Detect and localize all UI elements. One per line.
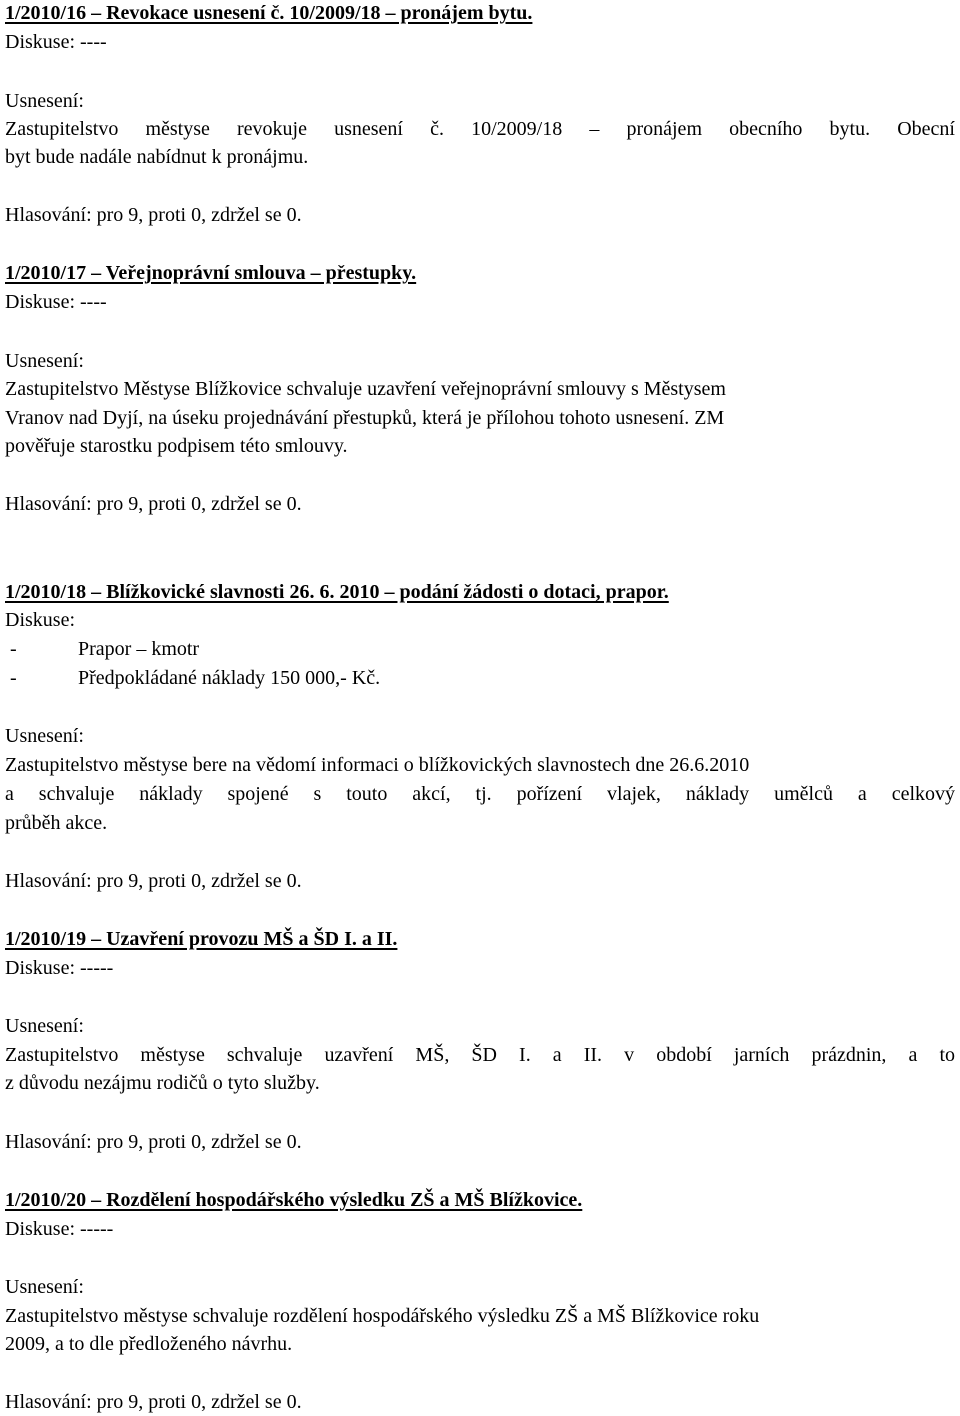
- resolution-text-line: a schvaluje náklady spojené s touto akcí, tj. pořízení vlajek, náklady umělců a celkový: [5, 783, 955, 805]
- resolution-text-line: 2009, a to dle předloženého návrhu.: [5, 1333, 293, 1355]
- resolution-label: Usnesení:: [5, 350, 84, 372]
- resolution-heading: 1/2010/20 – Rozdělení hospodářského výsledku ZŠ a MŠ Blížkovice.: [5, 1189, 583, 1211]
- resolution-text-line: Zastupitelstvo městyse schvaluje rozdělení hospodářského výsledku ZŠ a MŠ Blížkovice roku: [5, 1305, 760, 1327]
- vote-line: Hlasování: pro 9, proti 0, zdržel se 0.: [5, 1131, 302, 1153]
- bullet-text: Předpokládané náklady 150 000,- Kč.: [78, 667, 381, 689]
- resolution-text-line: Zastupitelstvo městyse revokuje usnesení č. 10/2009/18 – pronájem obecního bytu. Obecní: [5, 118, 955, 140]
- bullet-text: Prapor – kmotr: [78, 638, 200, 660]
- resolution-heading: 1/2010/16 – Revokace usnesení č. 10/2009/18 – pronájem bytu.: [5, 2, 533, 24]
- resolution-label: Usnesení:: [5, 1015, 84, 1037]
- discussion-line: Diskuse: -----: [5, 957, 114, 979]
- resolution-text-line: byt bude nadále nabídnut k pronájmu.: [5, 146, 309, 168]
- resolution-heading: 1/2010/18 – Blížkovické slavnosti 26. 6. 2010 – podání žádosti o dotaci, prapor.: [5, 581, 669, 603]
- discussion-line: Diskuse: ----: [5, 291, 107, 313]
- resolution-text-line: pověřuje starostku podpisem této smlouvy.: [5, 435, 348, 457]
- resolution-heading: 1/2010/17 – Veřejnoprávní smlouva – přestupky.: [5, 262, 417, 284]
- resolution-text-line: průběh akce.: [5, 812, 108, 834]
- resolution-text-line: z důvodu nezájmu rodičů o tyto služby.: [5, 1072, 320, 1094]
- discussion-line: Diskuse: -----: [5, 1218, 114, 1240]
- discussion-line: Diskuse: ----: [5, 31, 107, 53]
- vote-line: Hlasování: pro 9, proti 0, zdržel se 0.: [5, 204, 302, 226]
- vote-line: Hlasování: pro 9, proti 0, zdržel se 0.: [5, 870, 302, 892]
- vote-line: Hlasování: pro 9, proti 0, zdržel se 0.: [5, 1391, 302, 1413]
- resolution-heading: 1/2010/19 – Uzavření provozu MŠ a ŠD I. a II.: [5, 928, 398, 950]
- discussion-bullet: [5, 665, 380, 691]
- bullet-dash: -: [5, 667, 17, 689]
- resolution-label: Usnesení:: [5, 1276, 84, 1298]
- discussion-bullet: [5, 636, 199, 662]
- bullet-dash: -: [5, 638, 17, 660]
- resolution-text-line: Vranov nad Dyjí, na úseku projednávání přestupků, která je přílohou tohoto usnesení. ZM: [5, 407, 725, 429]
- resolution-label: Usnesení:: [5, 90, 84, 112]
- resolution-text-line: Zastupitelstvo Městyse Blížkovice schvaluje uzavření veřejnoprávní smlouvy s Městysem: [5, 378, 726, 400]
- vote-line: Hlasování: pro 9, proti 0, zdržel se 0.: [5, 493, 302, 515]
- resolution-text-line: Zastupitelstvo městyse bere na vědomí informaci o blížkovických slavnostech dne 26.6.2010: [5, 754, 750, 776]
- discussion-line: Diskuse:: [5, 609, 75, 631]
- resolution-text-line: Zastupitelstvo městyse schvaluje uzavření MŠ, ŠD I. a II. v období jarních prázdnin, a to: [5, 1044, 955, 1066]
- resolution-label: Usnesení:: [5, 725, 84, 747]
